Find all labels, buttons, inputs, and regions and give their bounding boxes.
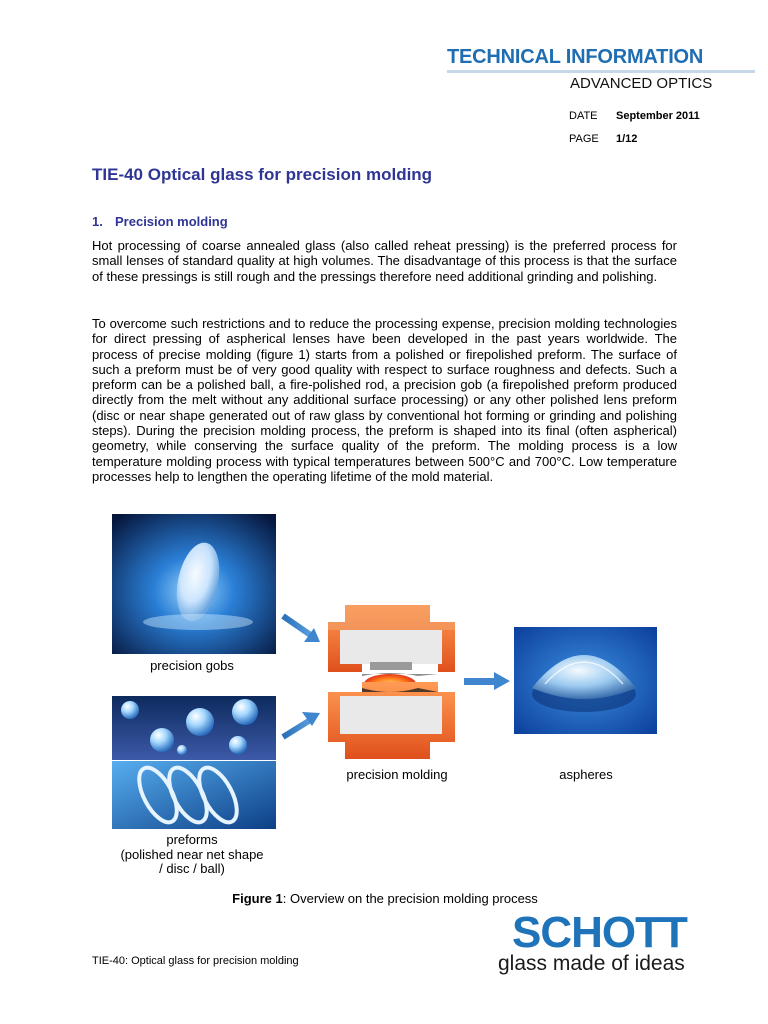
- schott-logo: [498, 908, 708, 978]
- header-title: TECHNICAL INFORMATION: [447, 46, 704, 68]
- aspheres-image: [514, 627, 657, 734]
- preforms-discs-image: [112, 761, 276, 829]
- footer-text: TIE-40: Optical glass for precision molding: [92, 955, 299, 967]
- date-value: September 2011: [616, 110, 700, 122]
- label-preforms: preforms: [166, 832, 218, 847]
- page-value: 1/12: [616, 133, 638, 145]
- figure-caption: [150, 891, 620, 906]
- document-title: TIE-40 Optical glass for precision molding: [92, 165, 433, 184]
- logo-tagline: glass made of ideas: [498, 952, 685, 975]
- paragraph-1: Hot processing of coarse annealed glass (also called reheat pressing) is the preferred process for small lenses of standard quality at high volumes. The disadvantage of this process is that the surface of these pressings is still rough and the pressings therefore need additional grinding and polishing.: [92, 238, 677, 284]
- figure-precision-molding: [100, 512, 670, 882]
- page-label: PAGE: [569, 133, 599, 145]
- label-aspheres: aspheres: [559, 767, 613, 782]
- preforms-balls-image: [112, 696, 276, 760]
- label-preforms-shape: / disc / ball): [159, 861, 225, 876]
- date-label: DATE: [569, 110, 598, 122]
- precision-gobs-image: [112, 514, 276, 654]
- figure-caption-text: : Overview on the precision molding process: [282, 891, 538, 906]
- label-preforms-detail: (polished near net shape: [120, 847, 264, 862]
- label-precision-gobs: precision gobs: [150, 658, 234, 673]
- arrow-mold-to-aspheres-icon: [464, 672, 510, 690]
- arrow-gobs-to-mold-icon: [283, 616, 320, 642]
- header-subtitle: ADVANCED OPTICS: [570, 75, 713, 92]
- paragraph-2: To overcome such restrictions and to reduce the processing expense, precision molding technologies for direct pressing of aspherical lenses have been developed in the past years worldwide. The process of precise molding (figure 1) starts from a polished or firepolished preform. The surface of such a preform must be of very good quality with respect to surface roughness and defects. Such a preform can be a polished ball, a fire-polished rod, a precision gob (a firepolished preform produced directly from the melt without any additional surface processing) or any other polished lens preform (disc or near shape generated out of raw glass by conventional hot forming or grinding and polishing steps). During the precision molding process, the preform is shaped into its final (often aspherical) geometry, while conserving the surface quality of the preform. The molding process is a low temperature molding process with typical temperatures between 500°C and 700°C. Low temperature processes help to lengthen the operating lifetime of the mold material.: [92, 316, 677, 484]
- arrow-preforms-to-mold-icon: [283, 712, 320, 737]
- precision-molding-diagram: [328, 605, 455, 759]
- section-number: 1.: [92, 214, 103, 229]
- figure-caption-label: Figure 1: [232, 891, 283, 906]
- logo-wordmark: SCHOTT: [512, 908, 687, 957]
- section-title: Precision molding: [115, 214, 228, 229]
- label-precision-molding: precision molding: [346, 767, 448, 782]
- header-rule: [447, 70, 755, 73]
